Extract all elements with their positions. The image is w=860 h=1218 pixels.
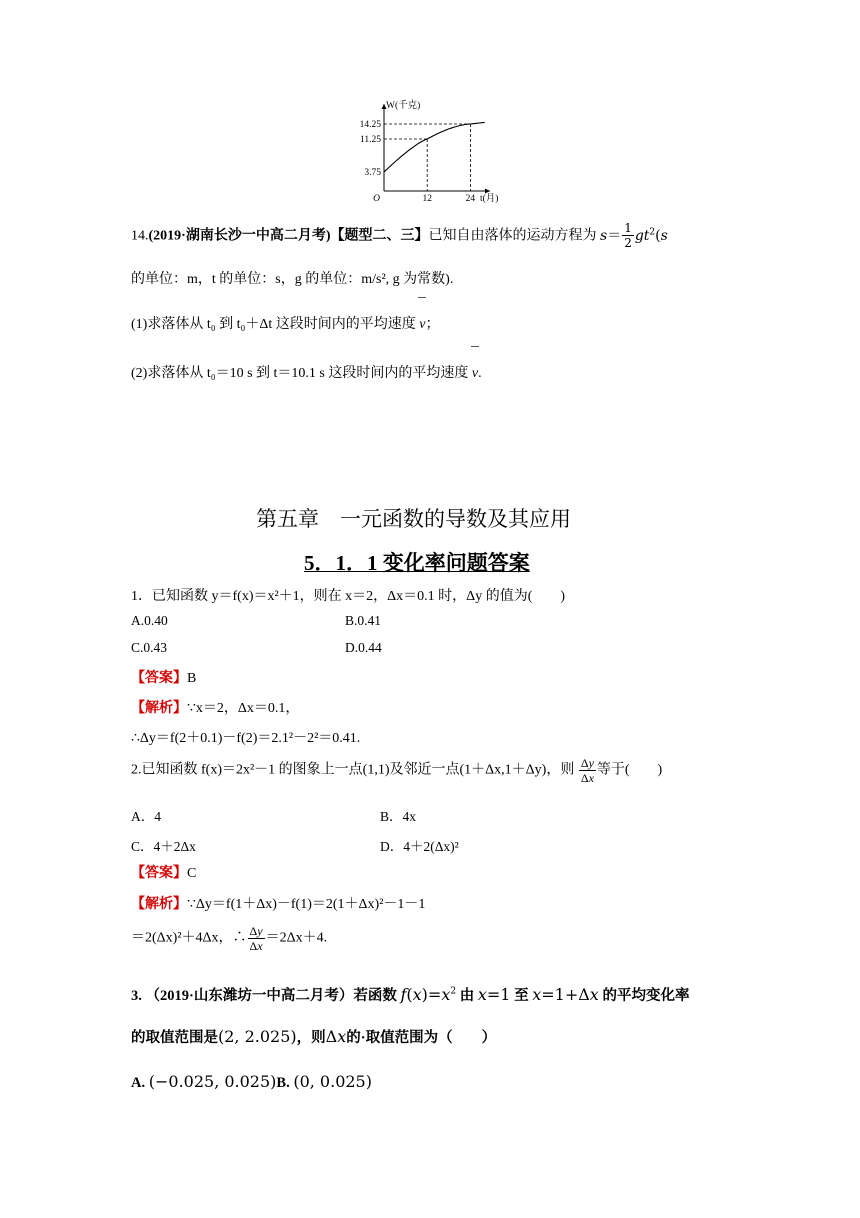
q1-option-c: C.0.43: [131, 640, 168, 655]
analysis-label: 【解析】: [131, 897, 187, 912]
q3-line1: [131, 984, 689, 1005]
q3-options: [131, 1072, 372, 1092]
q14-part1-text: (1)求落体从 t₀ 到 t₀＋Δt 这段时间内的平均速度: [131, 317, 416, 332]
q1-stem: 1．已知函数 y＝f(x)＝x²＋1，则在 x＝2，Δx＝0.1 时，Δy 的值为( ): [131, 589, 566, 604]
answer-value: C: [187, 866, 197, 881]
q14-line2: 的单位：m，t 的单位：s，g 的单位：m/s², g 为常数).: [131, 272, 454, 287]
q3-range: (2, 2.025): [218, 1027, 297, 1046]
q14-tag: 【题型二、三】: [330, 228, 429, 244]
q1-option-b: B.0.41: [345, 613, 382, 628]
q3-option-a: (−0.025, 0.025): [148, 1072, 277, 1091]
answer-value: B: [187, 671, 197, 686]
analysis-text: ＝2Δx＋4.: [265, 930, 328, 946]
q2-option-c: C．4＋2Δx: [131, 839, 196, 854]
q2-stem: [131, 757, 662, 784]
analysis-text: ∵x＝2，Δx＝0.1，: [187, 701, 300, 716]
q1-answer: [131, 667, 196, 687]
dy-dx-fraction: $\frac{\Delta y}{\Delta x}$: [249, 924, 263, 953]
q3-stem: ，则: [296, 1030, 326, 1046]
q2-option-b: B．4x: [380, 809, 417, 824]
q14-source: (2019·湖南长沙一中高二月考): [148, 228, 331, 244]
y-tick-label-2: 3.75: [364, 168, 381, 178]
q3-option-a-label: A.: [131, 1075, 146, 1091]
q14-part1: (1)求落体从 t₀ 到 t₀＋Δt 这段时间内的平均速度 v；: [131, 317, 440, 332]
q3-stem: 由: [459, 988, 475, 1004]
q3-stem: 的平均变化率: [602, 988, 690, 1004]
q1-analysis-2: ∴Δy＝f(2＋0.1)－f(2)＝2.1²－2²＝0.41.: [131, 731, 361, 746]
q2-analysis: [131, 893, 425, 913]
q1-option-d: D.0.44: [345, 640, 382, 655]
x-axis-arrow: [485, 189, 490, 194]
q14-part2-text: (2)求落体从 t₀＝10 s 到 t＝10.1 s 这段时间内的平均速度: [131, 366, 469, 381]
q1-analysis: [131, 697, 299, 717]
q3-line2: [131, 1026, 496, 1047]
x-tick-label-0: 12: [422, 194, 432, 204]
q14-number: 14.: [131, 228, 149, 244]
x-tick-label-1: 24: [465, 194, 476, 204]
weight-time-chart: [340, 96, 510, 211]
answer-label: 【答案】: [131, 866, 187, 881]
data-curve: [384, 122, 485, 172]
x-axis-title: t(月): [480, 194, 499, 204]
q14-formula: s＝ $\frac{1}{2}$ $gt^2(s$: [600, 221, 668, 250]
q2-answer: [131, 862, 196, 882]
section-title: 5．1．1 变化率问题答案: [304, 551, 530, 575]
q2-analysis-2: [131, 925, 327, 952]
q3-x2: x=1+Δx: [532, 985, 599, 1004]
q1-option-a: A.0.40: [131, 613, 168, 628]
q2-option-d: D．4＋2(Δx)²: [380, 839, 459, 854]
q3-stem: 若函数: [353, 988, 397, 1004]
analysis-text: ∵Δy＝f(1＋Δx)－f(1)＝2(1＋Δx)²－1－1: [187, 897, 426, 912]
origin-label: O: [373, 194, 380, 204]
q14-part2: (2)求落体从 t₀＝10 s 到 t＝10.1 s 这段时间内的平均速度 v.: [131, 366, 482, 381]
q14-line1: [131, 222, 668, 249]
q3-func: $f(x)=x^2$: [400, 985, 457, 1004]
q2-option-a: A．4: [131, 809, 161, 824]
q3-dx: Δx: [325, 1027, 347, 1046]
q3-stem: 至: [514, 988, 529, 1004]
y-axis-title: W(千克): [386, 101, 421, 111]
q3-number: 3.: [131, 988, 142, 1004]
q2-stem-end: 等于( ): [596, 762, 663, 778]
q3-x1: x=1: [477, 985, 511, 1004]
answer-label: 【答案】: [131, 671, 187, 686]
q14-stem: 已知自由落体的运动方程为: [428, 228, 597, 244]
q3-option-b-label: B.: [276, 1075, 290, 1091]
dy-dx-fraction: $\frac{\Delta y}{\Delta x}$: [580, 756, 594, 785]
q3-source: （2019·山东潍坊一中高二月考）: [145, 988, 354, 1004]
q2-stem-text: 2.已知函数 f(x)＝2x²－1 的图象上一点(1,1)及邻近一点(1＋Δx,1＋Δy)，则: [131, 762, 575, 778]
analysis-label: 【解析】: [131, 701, 187, 716]
avg-velocity-symbol: v: [471, 366, 479, 381]
y-tick-label-0: 14.25: [359, 120, 381, 130]
y-tick-label-1: 11.25: [359, 135, 381, 145]
avg-velocity-symbol: v: [419, 317, 426, 332]
q3-option-b: (0, 0.025): [293, 1072, 372, 1091]
q3-stem: 的·取值范围为（ ）: [346, 1030, 497, 1046]
analysis-text: ＝2(Δx)²＋4Δx，∴: [131, 930, 247, 946]
chapter-title: 第五章 一元函数的导数及其应用: [256, 507, 571, 531]
q3-stem: 的取值范围是: [131, 1030, 218, 1046]
